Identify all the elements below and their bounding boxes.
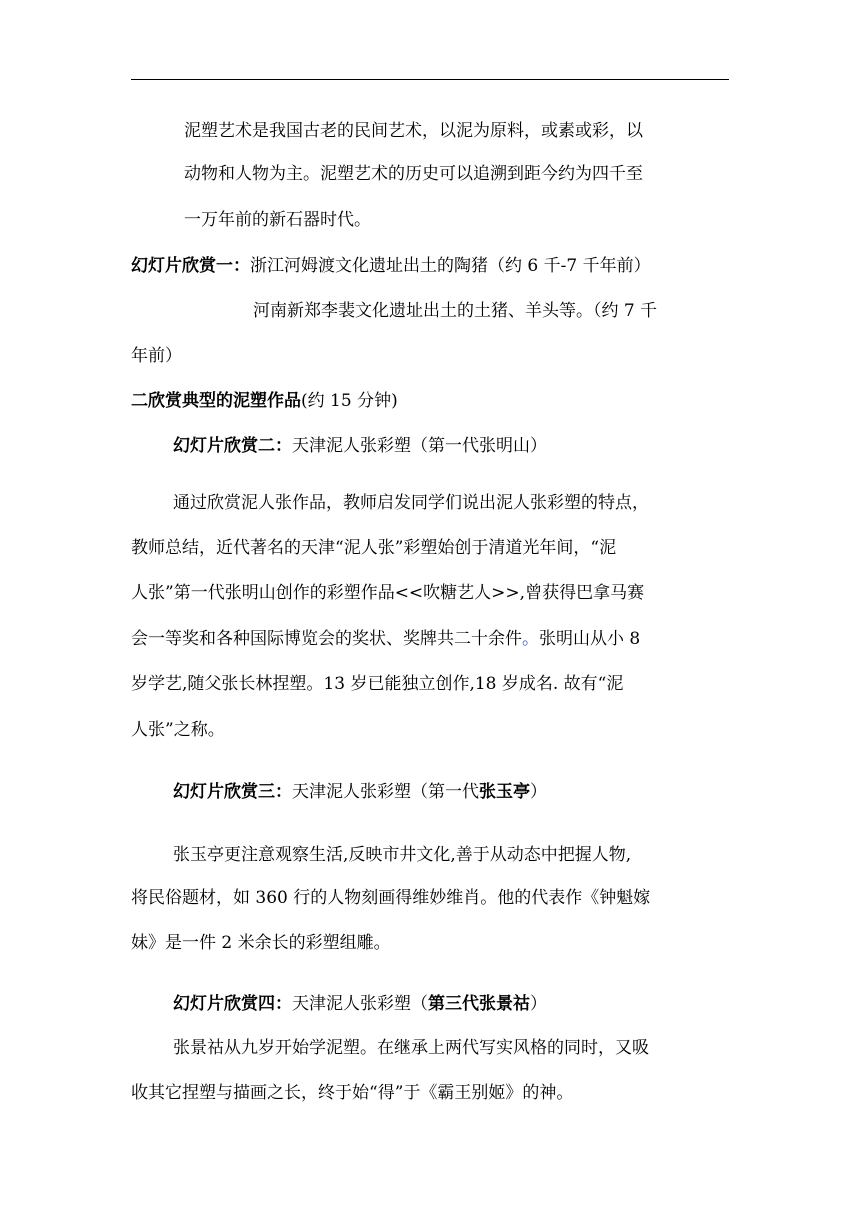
zms-line-4b: 张明山从小 8 (539, 629, 641, 649)
section-2-heading (131, 386, 398, 411)
slide-3-label: 幻灯片欣赏三： (173, 782, 292, 802)
zyt-line-2: 将民俗题材，如 360 行的人物刻画得维妙维肖。他的代表作《钟魁嫁 (131, 888, 651, 908)
zms-line-5: 岁学艺,随父张长林捏塑。13 岁已能独立创作,18 岁成名. 故有“泥 (131, 674, 624, 694)
slide-3-close: ） (530, 782, 547, 802)
zms-line-4a: 会一等奖和各种国际博览会的奖状、奖牌共二十余件 (131, 629, 522, 649)
slide-1-line-1 (131, 251, 651, 276)
intro-line-1: 泥塑艺术是我国古老的民间艺术，以泥为原料，或素或彩，以 (184, 121, 643, 141)
zms-line-6: 人张”之称。 (131, 720, 225, 740)
header-rule (131, 79, 729, 80)
zyt-line-1: 张玉亭更注意观察生活,反映市井文化,善于从动态中把握人物, (173, 845, 632, 865)
slide-4-name: 第三代张景祜 (428, 994, 530, 1014)
slide-1-label: 幻灯片欣赏一： (131, 256, 250, 276)
zms-line-4-dot: 。 (522, 629, 539, 649)
slide-2-text: 天津泥人张彩塑（第一代张明山） (292, 436, 547, 456)
intro-line-3: 一万年前的新石器时代。 (184, 210, 371, 230)
zms-line-2: 教师总结，近代著名的天津“泥人张”彩塑始创于清道光年间，“泥 (131, 538, 617, 558)
zjh-line-1: 张景祜从九岁开始学泥塑。在继承上两代写实风格的同时，又吸 (173, 1038, 649, 1058)
zms-line-1: 通过欣赏泥人张作品，教师启发同学们说出泥人张彩塑的特点， (173, 493, 649, 513)
slide-4-heading (173, 989, 547, 1014)
slide-4-label: 幻灯片欣赏四： (173, 994, 292, 1014)
intro-line-2: 动物和人物为主。泥塑艺术的历史可以追溯到距今约为四千至 (184, 164, 643, 184)
slide-2-label: 幻灯片欣赏二： (173, 436, 292, 456)
slide-1-line-2: 河南新郑李裴文化遗址出土的土猪、羊头等。（约 7 千 (253, 301, 658, 321)
section-2-title: 二欣赏典型的泥塑作品 (131, 391, 301, 411)
slide-2-heading (173, 431, 547, 456)
slide-3-heading (173, 777, 547, 802)
zms-line-4 (131, 624, 640, 649)
section-2-duration: (约 15 分钟) (301, 391, 398, 411)
slide-3-name: 张玉亭 (479, 782, 530, 802)
slide-4-close: ） (530, 994, 547, 1014)
zyt-line-3: 妹》是一件 2 米余长的彩塑组雕。 (131, 933, 391, 953)
slide-1-line-3: 年前） (131, 346, 182, 366)
zjh-line-2: 收其它捏塑与描画之长，终于始“得”于《霸王别姬》的神。 (131, 1083, 574, 1103)
slide-3-text: 天津泥人张彩塑（第一代 (292, 782, 479, 802)
slide-4-text: 天津泥人张彩塑（ (292, 994, 428, 1014)
slide-1-text-1: 浙江河姆渡文化遗址出土的陶猪（约 6 千-7 千年前） (250, 256, 651, 276)
zms-line-3: 人张”第一代张明山创作的彩塑作品<<吹糖艺人>>,曾获得巴拿马赛 (131, 583, 645, 603)
